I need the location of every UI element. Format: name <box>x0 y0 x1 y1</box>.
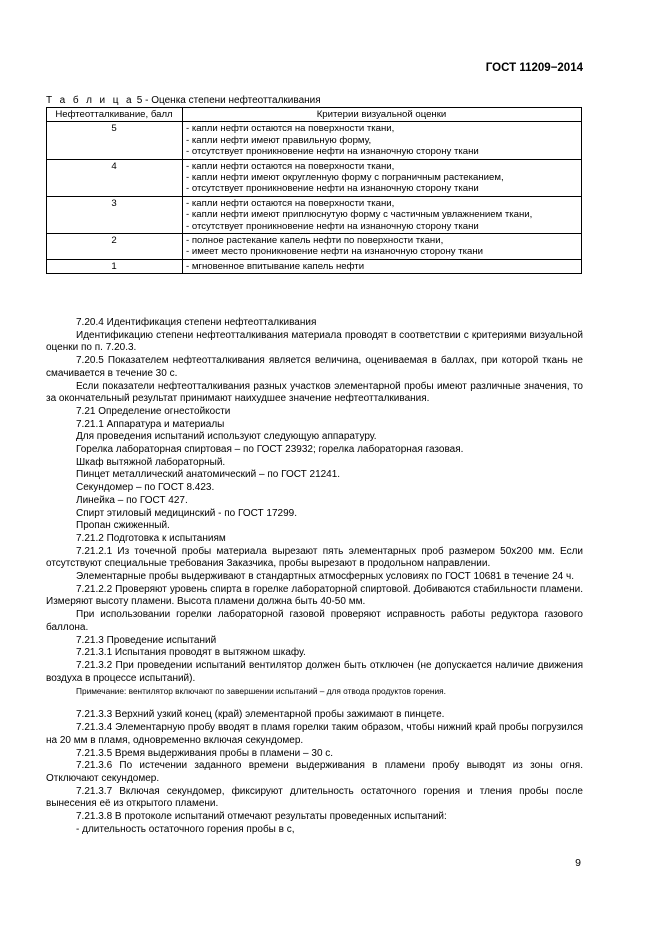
table-row <box>47 122 582 159</box>
table-caption-word: Т а б л и ц а <box>46 95 134 106</box>
criteria-cell <box>183 196 582 233</box>
paragraph: Элементарные пробы выдерживают в стандартных атмосферных условиях по ГОСТ 10681 в течение 24 ч. <box>76 571 574 583</box>
paragraph: 7.21.3.8 В протоколе испытаний отмечают результаты проведенных испытаний: <box>76 811 447 823</box>
criteria-line: - капли нефти имеют округленную форму с пограничным растеканием, <box>186 172 504 184</box>
oil-repellency-table <box>46 107 582 274</box>
paragraph: 7.21.2.1 Из точечной пробы материала вырезают пять элементарных проб размером 50х200 мм. Если отсутствуют специальные требования Заказчика, пробы вырезают в продольном направлении. <box>46 545 583 570</box>
note: Примечание: вентилятор включают по завершении испытаний – для отвода продуктов горения. <box>76 686 446 697</box>
paragraph: 7.21.3.6 По истечении заданного времени выдерживания в пламени пробу выводят из зоны огня. Отключают секундомер. <box>46 760 583 784</box>
table-caption-title: 5 - Оценка степени нефтеотталкивания <box>133 95 321 106</box>
paragraph: 7.21.2.2 Проверяют уровень спирта в горелке лабораторной спиртовой. Добиваются стабильности пламени. Измеряют высоту пламени. Высота пламени должна быть 40-50 мм. <box>46 583 583 608</box>
document-id: ГОСТ 11209−2014 <box>485 62 583 74</box>
criteria-line: - капли нефти имеют правильную форму, <box>186 134 372 146</box>
criteria-line: - мгновенное впитывание капель нефти <box>186 260 365 272</box>
paragraph: 7.21 Определение огнестойкости <box>76 405 231 417</box>
column-header-score: Нефтеотталкивание, балл <box>47 108 183 122</box>
paragraph: Для проведения испытаний используют следующую аппаратуру. <box>76 431 377 443</box>
criteria-cell <box>183 234 582 260</box>
paragraph: 7.21.1 Аппаратура и материалы <box>76 418 225 430</box>
paragraph: Линейка – по ГОСТ 427. <box>76 494 188 506</box>
criteria-line: - полное растекание капель нефти по поверхности ткани, <box>186 235 444 247</box>
paragraph: 7.21.3.2 При проведении испытаний вентилятор должен быть отключен (не допускается наличие движения воздуха в процессе испытаний). <box>46 659 583 684</box>
paragraph: Горелка лабораторная спиртовая – по ГОСТ 23932; горелка лабораторная газовая. <box>76 444 464 456</box>
criteria-cell <box>183 159 582 196</box>
table-header-row <box>47 108 582 122</box>
criteria-line: - капли нефти имеют приплюснутую форму с частичным увлажнением ткани, <box>186 209 533 221</box>
table-row <box>47 159 582 196</box>
paragraph: Идентификацию степени нефтеотталкивания материала проводят в соответствии с критериями визуальной оценки по п. 7.20.3. <box>46 329 583 354</box>
paragraph: - длительность остаточного горения пробы в с, <box>76 823 295 835</box>
paragraph: При использовании горелки лабораторной газовой проверяют исправность работы редуктора газового баллона. <box>46 609 583 633</box>
paragraph: 7.21.3.1 Испытания проводят в вытяжном шкафу. <box>76 647 306 659</box>
paragraph: 7.21.2 Подготовка к испытаниям <box>76 532 226 544</box>
paragraph: 7.21.3.4 Элементарную пробу вводят в пламя горелки таким образом, чтобы нижний край пробы погрузился на 20 мм в пламя, одновременно включая секундомер. <box>46 722 583 746</box>
paragraphs-section <box>46 317 583 685</box>
paragraph: Шкаф вытяжной лабораторный. <box>76 456 226 468</box>
paragraph: Пинцет металлический анатомический – по ГОСТ 21241. <box>76 469 341 481</box>
criteria-line: - отсутствует проникновение нефти на изнаночную сторону ткани <box>186 220 479 232</box>
score-cell: 4 <box>47 159 183 196</box>
criteria-line: - капли нефти остаются на поверхности ткани, <box>186 160 395 172</box>
score-cell: 5 <box>47 122 183 159</box>
paragraph: 7.20.4 Идентификация степени нефтеотталкивания <box>76 317 317 328</box>
criteria-cell <box>183 122 582 159</box>
page-number: 9 <box>575 857 581 869</box>
criteria-cell <box>183 259 582 273</box>
score-cell: 1 <box>47 259 183 273</box>
paragraph: 7.20.5 Показателем нефтеотталкивания является величина, оцениваемая в баллах, при которой ткань не смачивается в течение 30 с. <box>46 355 583 379</box>
paragraph: 7.21.3.7 Включая секундомер, фиксируют длительность остаточного горения и тления пробы после вынесения её из открытого пламени. <box>46 785 583 810</box>
paragraph: Если показатели нефтеотталкивания разных участков элементарной пробы имеют различные значения, то за окончательный результат принимают наихудшее значение нефтеотталкивания. <box>46 380 583 405</box>
criteria-line: - отсутствует проникновение нефти на изнаночную сторону ткани <box>186 146 479 158</box>
paragraph: Секундомер – по ГОСТ 8.423. <box>76 482 215 494</box>
paragraphs-section-2 <box>46 709 583 836</box>
criteria-line: - отсутствует проникновение нефти на изнаночную сторону ткани <box>186 183 479 195</box>
paragraph: 7.21.3.3 Верхний узкий конец (край) элементарной пробы зажимают в пинцете. <box>76 709 445 721</box>
table-body <box>47 122 582 274</box>
criteria-line: - имеет место проникновение нефти на изнаночную сторону ткани <box>186 246 484 258</box>
paragraph: 7.21.3.5 Время выдерживания пробы в пламени – 30 с. <box>76 747 334 759</box>
table-row <box>47 234 582 260</box>
table-row <box>47 259 582 273</box>
table-row <box>47 196 582 233</box>
paragraph: Спирт этиловый медицинский - по ГОСТ 17299. <box>76 507 298 519</box>
criteria-line: - капли нефти остаются на поверхности ткани, <box>186 123 395 135</box>
table-caption <box>46 95 321 106</box>
score-cell: 3 <box>47 196 183 233</box>
paragraph: Пропан сжиженный. <box>76 520 170 532</box>
criteria-line: - капли нефти остаются на поверхности ткани, <box>186 197 395 209</box>
score-cell: 2 <box>47 234 183 260</box>
paragraph: 7.21.3 Проведение испытаний <box>76 634 217 646</box>
body-text <box>46 317 583 836</box>
column-header-criteria: Критерии визуальной оценки <box>183 108 582 122</box>
